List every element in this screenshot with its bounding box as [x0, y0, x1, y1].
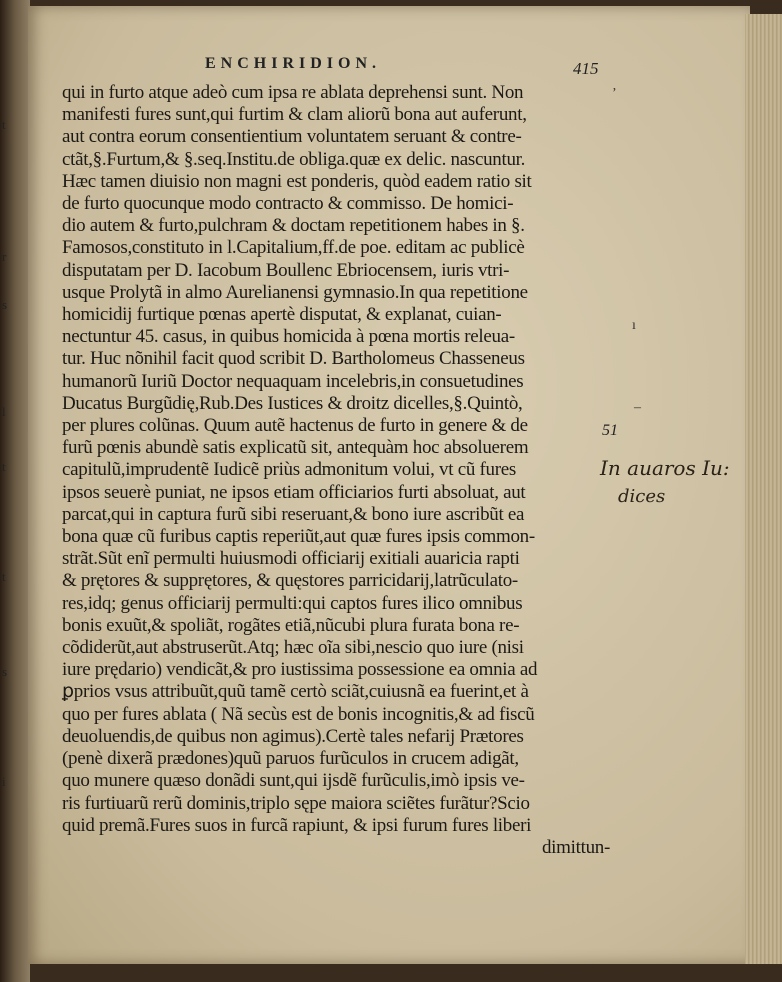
margin-number: 51 — [602, 422, 618, 439]
text-line: quo munere quæso donãdi sunt,qui ijsdẽ furũculis,imò ipsis ve- — [62, 770, 525, 792]
left-fragment: t — [2, 459, 6, 474]
text-line: ipsos seuerè puniat, ne ipsos etiam officiarios furti absoluat, aut — [62, 481, 526, 503]
text-line: deuoluendis,de quibus non agimus).Certè tales nefarij Prætores — [62, 725, 524, 747]
text-line: Ducatus Burgũdię,Rub.Des Iustices & droitz dicelles,§.Quintò, — [62, 392, 523, 414]
text-line: capitulũ,imprudentẽ Iudicẽ priùs admonitum volui, vt cũ fures — [62, 459, 516, 481]
text-line: de furto quocunque modo contracto & commisso. De homici- — [62, 193, 514, 215]
text-line: res,idq; genus officiarij permulti:qui captos fures ilico omnibus — [62, 592, 523, 614]
text-line: tur. Huc nõnihil facit quod scribit D. Bartholomeus Chasseneus — [62, 348, 525, 370]
text-line: ꝑprios vsus attribuũt,quũ tamẽ certò sciãt,cuiusnã ea fuerint,et à — [62, 681, 529, 703]
text-line: parcat,qui in captura furũ sibi reseruant,& bono iure ascribũt ea — [62, 503, 525, 525]
text-line: dio autem & furto,pulchram & doctam repetitionem habes in §. — [62, 215, 525, 237]
text-line: strãt.Sũt enĩ permulti huiusmodi officiarij exitiali auaricia rapti — [62, 548, 520, 570]
left-fragment: r — [2, 249, 7, 264]
body-text — [62, 82, 610, 859]
text-line: bona quæ cũ furibus captis reperiũt,aut quæ fures ipsis common- — [62, 526, 535, 548]
left-fragment: i — [2, 774, 6, 789]
left-fragment: s — [2, 664, 8, 679]
text-line: nectuntur 45. casus, in quibus homicida à pœna mortis releua- — [62, 326, 515, 348]
text-line: & prętores & supprętores, & quęstores parricidarij,latrũculato- — [62, 570, 518, 592]
text-line: (penè dixerã prædones)quũ paruos furũculos in crucem adigãt, — [62, 748, 519, 770]
text-line: Hæc tamen diuisio non magni est ponderis, quòd eadem ratio sit — [62, 170, 532, 192]
handwritten-note: dices — [618, 486, 666, 507]
text-line: cõdiderũt,aut abstruserũt.Atq; hæc oĩa sibi,nescio quo iure (nisi — [62, 637, 524, 659]
running-title: ENCHIRIDION. — [205, 55, 382, 72]
text-line: manifesti fures sunt,qui furtim & clam aliorũ bona aut auferunt, — [62, 104, 527, 126]
text-line: quo per fures ablata ( Nã secùs est de bonis incognitis,& ad fiscũ — [62, 703, 535, 725]
left-page-edge — [0, 0, 30, 982]
page-number: 415 — [573, 59, 599, 78]
ink-speck: ‒ — [634, 400, 641, 415]
catchword: dimittun- — [541, 836, 610, 858]
text-line: humanorũ Iuriũ Doctor nequaquam incelebris,in consuetudines — [62, 370, 524, 392]
text-line: quid premã.Fures suos in furcã rapiunt, & ipsi furum fures liberi — [62, 814, 532, 836]
text-line: aut contra eorum consentientium voluntatem seruant & contre- — [62, 126, 522, 148]
left-fragment: l — [2, 404, 6, 419]
text-line: disputatam per D. Iacobum Boullenc Ebriocensem, iuris vtri- — [62, 259, 510, 281]
text-line: per plures colũnas. Quum autẽ hactenus de furto in genere & de — [62, 415, 528, 437]
text-line: usque Prolytã in almo Aurelianensi gymnasio.In qua repetitione — [62, 281, 528, 303]
ink-speck: ı — [632, 318, 636, 333]
text-line: bonis exuũt,& spoliãt, rogãtes etiã,nũcubi plura furata bona re- — [62, 614, 520, 636]
left-fragment: t — [2, 569, 6, 584]
left-fragment: t — [2, 117, 6, 132]
text-line: furũ pœnis abundè satis explicatũ sit, antequàm hoc absoluerem — [62, 437, 529, 459]
text-line: qui in furto atque adeò cum ipsa re ablata deprehensi sunt. Non — [62, 82, 524, 103]
text-line: ris furtiuarũ rerũ dominis,triplo sępe maiora sciẽtes furãtur?Scio — [62, 792, 530, 814]
left-fragment: s — [2, 297, 8, 312]
text-line: Famosos,constituto in l.Capitalium,ff.de poe. editam ac publicè — [62, 237, 525, 259]
text-line: iure prędario) vendicãt,& pro iustissima possessione ea omnia ad — [62, 659, 538, 681]
text-line: homicidij furtique pœnas apertè disputat, & explanat, cuian- — [62, 304, 502, 326]
handwritten-note: In auaros Iu: — [600, 456, 730, 480]
text-line: ctãt,§.Furtum,& §.seq.Institu.de obliga.quæ ex delic. nascuntur. — [62, 148, 526, 170]
page-edges — [745, 14, 782, 964]
ink-speck: ʼ — [612, 86, 617, 101]
